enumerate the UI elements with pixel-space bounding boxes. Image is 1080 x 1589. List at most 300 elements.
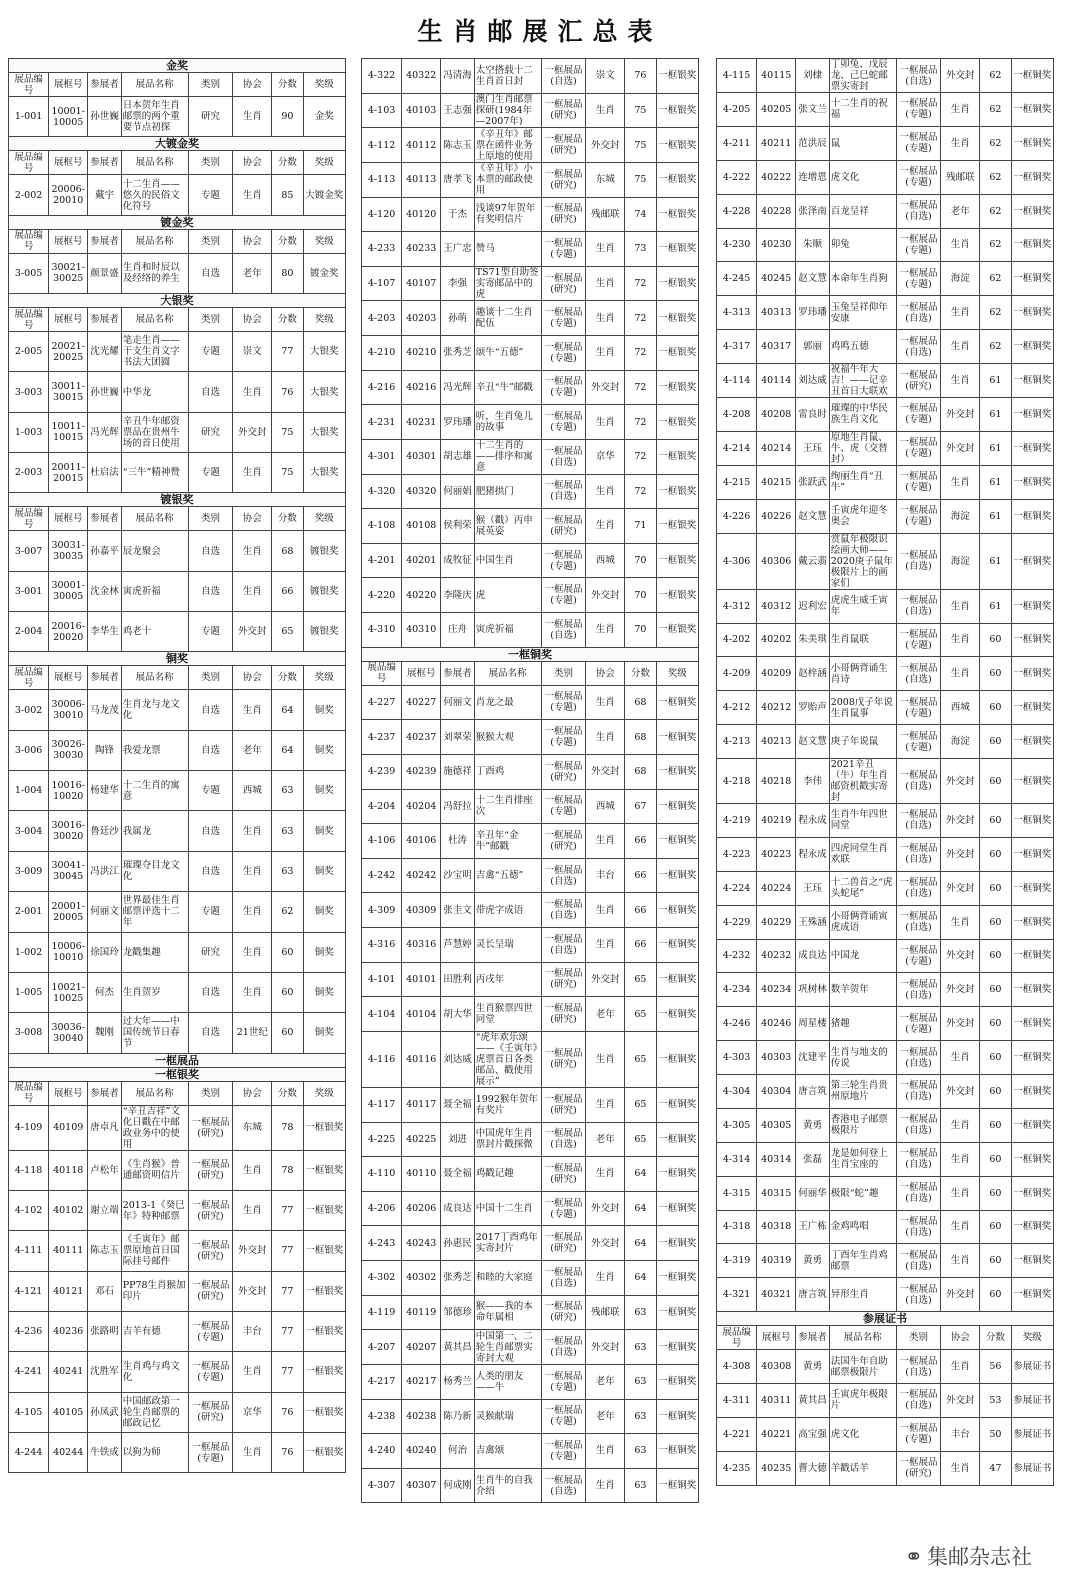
table-cell: 一框银奖 <box>656 93 698 128</box>
table-cell: 一框展品(自选) <box>541 928 586 963</box>
table-cell: 聂全福 <box>441 1087 474 1122</box>
table-cell: 40216 <box>402 370 441 405</box>
column-header: 奖级 <box>656 661 698 685</box>
column-header: 展品名称 <box>829 1326 896 1350</box>
table-cell: 50 <box>980 1417 1011 1451</box>
table-cell: 生肖 <box>586 336 625 371</box>
table-cell: 一框展品(专题) <box>896 431 941 465</box>
table-cell: 40205 <box>757 93 796 127</box>
table-cell: 一框银奖 <box>303 1231 345 1271</box>
table-cell: 生肖 <box>233 932 272 972</box>
table-cell: 生肖 <box>941 905 980 939</box>
table-row <box>9 811 346 851</box>
table-cell: 4-304 <box>717 1075 757 1109</box>
table-cell: 4-120 <box>362 197 402 232</box>
table-cell: 4-204 <box>362 789 402 824</box>
table-row <box>362 1434 699 1469</box>
table-cell: 65 <box>625 1087 656 1122</box>
table-cell: 一框展品(专题) <box>896 1417 941 1451</box>
table-cell: 中国邮政第一轮生肖邮票的邮政记忆 <box>121 1392 188 1432</box>
table-cell: 2-002 <box>9 175 49 215</box>
table-cell: 4-301 <box>362 439 402 474</box>
table-cell: 4-217 <box>362 1364 402 1399</box>
table-cell: 原地生肖鼠、牛、虎（交替封） <box>829 431 896 465</box>
table-cell: 张秀芝 <box>441 1261 474 1296</box>
table-cell: 4-207 <box>362 1330 402 1365</box>
table-cell: 一框展品(专题) <box>541 405 586 440</box>
table-cell: 30031-30035 <box>49 531 88 571</box>
table-cell: 4-246 <box>717 1007 757 1041</box>
table-cell: 何丽文 <box>88 892 121 932</box>
table-cell: 4-236 <box>9 1311 49 1351</box>
table-cell: 63 <box>272 771 303 811</box>
table-cell: 雷良时 <box>796 398 829 432</box>
table-cell: 72 <box>625 439 656 474</box>
table-cell: 76 <box>272 1432 303 1472</box>
table-cell: 4-213 <box>717 725 757 759</box>
table-cell: 2008戊子年说生肖鼠事 <box>829 691 896 725</box>
table-cell: 一框展品(自选) <box>541 439 586 474</box>
table-cell: 专题 <box>188 453 233 493</box>
table-cell: 一框银奖 <box>303 1105 345 1150</box>
table-cell: 63 <box>625 1468 656 1503</box>
table-row <box>717 589 1054 623</box>
table-cell: 60 <box>272 1013 303 1053</box>
table-cell: 72 <box>625 266 656 301</box>
table-header <box>9 666 346 690</box>
table-cell: 63 <box>625 1364 656 1399</box>
table-cell: 丁酉年生肖鸡邮票 <box>829 1244 896 1278</box>
table-cell: 邓石 <box>88 1271 121 1311</box>
table-cell: 一框铜奖 <box>656 1434 698 1469</box>
table-cell: 63 <box>272 811 303 851</box>
table-cell: 40223 <box>757 837 796 871</box>
table-cell: 大银奖 <box>303 372 345 412</box>
table-cell: 3-008 <box>9 1013 49 1053</box>
table-cell: 中国生肖 <box>474 543 541 578</box>
table-cell: 外交封 <box>941 939 980 973</box>
column-header: 奖级 <box>303 666 345 690</box>
table-row <box>362 754 699 789</box>
column-header: 展品编号 <box>9 229 49 253</box>
table-row <box>9 1013 346 1053</box>
table-cell: 冯光辉 <box>441 370 474 405</box>
table-cell: 我爱龙票 <box>121 730 188 770</box>
table-cell: 一框铜奖 <box>656 997 698 1032</box>
table-cell: 61 <box>980 533 1011 589</box>
table-cell: 一框展品(专题) <box>896 93 941 127</box>
table-cell: 60 <box>980 623 1011 657</box>
table-cell: 66 <box>625 893 656 928</box>
table-cell: 一框展品(研究) <box>896 364 941 398</box>
table-cell: 一框银奖 <box>303 1271 345 1311</box>
table-cell: 66 <box>272 571 303 611</box>
table-cell: 吉羊有德 <box>121 1311 188 1351</box>
table-cell: 外交封 <box>941 59 980 93</box>
section-label: 一框展品 <box>9 1053 346 1067</box>
table-cell: 30041-30045 <box>49 851 88 891</box>
table-cell: 外交封 <box>586 128 625 163</box>
table-cell: 沈光耀 <box>88 332 121 372</box>
column-header: 展框号 <box>49 1081 88 1105</box>
table-cell: 10021-10025 <box>49 972 88 1012</box>
table-cell: 4-303 <box>717 1041 757 1075</box>
table-cell: 吉禽“五德” <box>474 858 541 893</box>
table-cell: 自选 <box>188 253 233 293</box>
table-cell: 卯兔 <box>829 228 896 262</box>
column-header: 类别 <box>188 229 233 253</box>
award-table <box>716 58 1054 1486</box>
table-cell: 程永成 <box>796 837 829 871</box>
table-cell: 十二生肖的寓意 <box>121 771 188 811</box>
table-cell: 自选 <box>188 571 233 611</box>
column-header: 类别 <box>896 1326 941 1350</box>
table-cell: 崇文 <box>586 59 625 94</box>
column-header: 展框号 <box>757 1326 796 1350</box>
table-cell: 4-112 <box>362 128 402 163</box>
table-cell: 40321 <box>757 1278 796 1312</box>
table-cell: 一框银奖 <box>656 370 698 405</box>
column-header: 展品名称 <box>474 661 541 685</box>
table-row <box>9 453 346 493</box>
table-cell: 赞马 <box>474 232 541 267</box>
table-cell: 40312 <box>757 589 796 623</box>
table-cell: 4-203 <box>362 301 402 336</box>
table-cell: 76 <box>625 59 656 94</box>
column-2 <box>361 58 699 1503</box>
table-cell: 铜奖 <box>303 972 345 1012</box>
table-cell: 60 <box>980 1210 1011 1244</box>
table-cell: 72 <box>625 301 656 336</box>
table-cell: 40227 <box>402 685 441 720</box>
table-cell: 辛丑年“金牛”邮戳 <box>474 824 541 859</box>
column-header: 参展者 <box>88 308 121 332</box>
table-cell: 90 <box>272 97 303 137</box>
table-cell: 40103 <box>402 93 441 128</box>
table-cell: 40243 <box>402 1226 441 1261</box>
table-cell: 一框展品(研究) <box>188 1105 233 1150</box>
table-cell: 一框铜奖 <box>1011 194 1053 228</box>
table-cell: 66 <box>625 928 656 963</box>
table-row <box>717 725 1054 759</box>
table-cell: 67 <box>625 789 656 824</box>
table-cell: 极限“蛇”趣 <box>829 1176 896 1210</box>
table-cell: 生肖 <box>941 330 980 364</box>
table-cell: 十二生肖排座次 <box>474 789 541 824</box>
table-cell: 一框展品(自选) <box>896 1350 941 1384</box>
table-cell: 外交封 <box>941 1007 980 1041</box>
table-cell: 78 <box>272 1150 303 1190</box>
table-cell: 4-302 <box>362 1261 402 1296</box>
table-cell: 4-243 <box>362 1226 402 1261</box>
table-row <box>717 160 1054 194</box>
award-table <box>8 58 346 1473</box>
table-cell: 我属龙 <box>121 811 188 851</box>
table-cell: 一框铜奖 <box>1011 330 1053 364</box>
table-cell: 壬寅虎年极限片 <box>829 1384 896 1418</box>
table-cell: 一框铜奖 <box>656 1468 698 1503</box>
table-cell: 72 <box>625 336 656 371</box>
table-cell: 辰龙聚会 <box>121 531 188 571</box>
table-cell: 40230 <box>757 228 796 262</box>
table-cell: 张磊 <box>796 1142 829 1176</box>
table-cell: 刘达威 <box>441 1031 474 1087</box>
table-cell: 迟利宏 <box>796 589 829 623</box>
table-cell: 猴——我的本命年属相 <box>474 1295 541 1330</box>
table-cell: 浅谈97年贺年有奖明信片 <box>474 197 541 232</box>
table-cell: 一框展品(专题) <box>541 685 586 720</box>
table-cell: 60 <box>980 1176 1011 1210</box>
table-cell: 镀银奖 <box>303 571 345 611</box>
table-cell: 40240 <box>402 1434 441 1469</box>
table-cell: 一框展品(专题) <box>188 1311 233 1351</box>
table-cell: 40314 <box>757 1142 796 1176</box>
table-cell: 一框铜奖 <box>1011 1041 1053 1075</box>
table-cell: 4-240 <box>362 1434 402 1469</box>
table-cell: 62 <box>980 93 1011 127</box>
table-cell: 40210 <box>402 336 441 371</box>
table-header <box>9 507 346 531</box>
column-header: 展品名称 <box>121 229 188 253</box>
column-header: 奖级 <box>303 73 345 97</box>
table-cell: 黄其昌 <box>796 1384 829 1418</box>
table-cell: 74 <box>625 197 656 232</box>
table-cell: 40308 <box>757 1350 796 1384</box>
table-cell: 4-309 <box>362 893 402 928</box>
table-row <box>717 939 1054 973</box>
table-cell: 外交封 <box>586 1191 625 1226</box>
section-title <box>9 493 346 507</box>
table-cell: 2017丁酉鸡年实寄封片 <box>474 1226 541 1261</box>
table-cell: 4-210 <box>362 336 402 371</box>
table-cell: 62 <box>980 262 1011 296</box>
column-header: 协会 <box>233 308 272 332</box>
table-cell: 40306 <box>757 533 796 589</box>
table-cell: 64 <box>625 1157 656 1192</box>
table-cell: 黄勇 <box>796 1244 829 1278</box>
table-cell: 一框展品(研究) <box>541 93 586 128</box>
table-cell: 外交封 <box>233 1271 272 1311</box>
table-cell: 4-244 <box>9 1432 49 1472</box>
table-cell: 4-230 <box>717 228 757 262</box>
table-cell: 一框展品(专题) <box>541 1364 586 1399</box>
table-row <box>9 372 346 412</box>
table-cell: 2-004 <box>9 612 49 652</box>
table-cell: 4-118 <box>9 1150 49 1190</box>
section-title <box>362 647 699 661</box>
table-cell: 徐国玲 <box>88 932 121 972</box>
table-cell: 人类的朋友——牛 <box>474 1364 541 1399</box>
table-cell: 赵文慧 <box>796 499 829 533</box>
table-cell: 80 <box>272 253 303 293</box>
table-header <box>717 1326 1054 1350</box>
column-header: 奖级 <box>303 507 345 531</box>
table-cell: 4-232 <box>717 939 757 973</box>
table-row <box>9 175 346 215</box>
table-cell: 40241 <box>49 1352 88 1392</box>
table-cell: 一框展品(自选) <box>896 905 941 939</box>
table-cell: 世界最佳生肖邮票评选十二年 <box>121 892 188 932</box>
column-header: 分数 <box>272 666 303 690</box>
table-cell: 外交封 <box>941 1075 980 1109</box>
table-cell: 一框银奖 <box>656 474 698 509</box>
table-row <box>9 1150 346 1190</box>
table-cell: 曹大德 <box>796 1451 829 1485</box>
table-cell: 十二生肖——悠久的民俗文化符号 <box>121 175 188 215</box>
table-row <box>717 1210 1054 1244</box>
table-cell: 一框展品(专题) <box>896 1007 941 1041</box>
column-header: 参展者 <box>88 507 121 531</box>
column-header: 展品名称 <box>121 507 188 531</box>
table-cell: 一框铜奖 <box>1011 804 1053 838</box>
table-cell: 唐言筑 <box>796 1075 829 1109</box>
table-cell: 中国龙 <box>829 939 896 973</box>
table-cell: 47 <box>980 1451 1011 1485</box>
table-cell: 生肖 <box>586 405 625 440</box>
table-cell: 一框展品(专题) <box>541 789 586 824</box>
table-cell: 生肖 <box>233 1190 272 1230</box>
table-cell: 40119 <box>402 1295 441 1330</box>
table-cell: 李伟 <box>796 759 829 804</box>
table-cell: 生肖 <box>233 571 272 611</box>
table-cell: 40207 <box>402 1330 441 1365</box>
table-cell: 何丽娟 <box>441 474 474 509</box>
table-row <box>9 1231 346 1271</box>
table-row <box>717 194 1054 228</box>
table-cell: 一框铜奖 <box>656 685 698 720</box>
table-cell: 4-315 <box>717 1176 757 1210</box>
table-cell: 何杰 <box>88 972 121 1012</box>
table-cell: 40234 <box>757 973 796 1007</box>
table-cell: 一框银奖 <box>656 578 698 613</box>
table-header <box>9 151 346 175</box>
table-cell: 64 <box>625 1191 656 1226</box>
table-cell: 10001-10005 <box>49 97 88 137</box>
table-cell: 一框展品(自选) <box>896 1176 941 1210</box>
table-cell: 成良达 <box>796 939 829 973</box>
table-cell: 40226 <box>757 499 796 533</box>
table-cell: 生肖 <box>941 296 980 330</box>
table-cell: 一框银奖 <box>656 128 698 163</box>
table-cell: 生肖 <box>941 465 980 499</box>
table-cell: 参展证书 <box>1011 1350 1053 1384</box>
table-row <box>362 1468 699 1503</box>
table-cell: 生肖 <box>233 1150 272 1190</box>
table-cell: 4-322 <box>362 59 402 94</box>
table-cell: 赵文慧 <box>796 262 829 296</box>
table-row <box>362 1330 699 1365</box>
table-cell: 65 <box>272 612 303 652</box>
table-cell: 1-004 <box>9 771 49 811</box>
table-cell: 海淀 <box>941 725 980 759</box>
table-cell: 生肖 <box>233 97 272 137</box>
table-cell: 本命年生肖狗 <box>829 262 896 296</box>
table-cell: 4-114 <box>717 364 757 398</box>
table-row <box>9 1105 346 1150</box>
table-cell: 一框展品(自选) <box>541 1330 586 1365</box>
table-cell: 生肖 <box>233 1432 272 1472</box>
column-header: 展框号 <box>402 661 441 685</box>
section-label: 铜奖 <box>9 652 346 666</box>
table-cell: 十二生肖的——排序和寓意 <box>474 439 541 474</box>
table-cell: 75 <box>625 162 656 197</box>
table-cell: 听，生肖兔儿的故事 <box>474 405 541 440</box>
table-cell: 过大年——中国传统节日春节 <box>121 1013 188 1053</box>
table-cell: 胡大华 <box>441 997 474 1032</box>
table-cell: 一框展品(专题) <box>188 1432 233 1472</box>
column-header: 展品名称 <box>121 666 188 690</box>
table-cell: 丙戌年 <box>474 962 541 997</box>
table-cell: 61 <box>980 465 1011 499</box>
table-cell: 56 <box>980 1350 1011 1384</box>
table-cell: 2-003 <box>9 453 49 493</box>
table-cell: 3-001 <box>9 571 49 611</box>
table-cell: 40242 <box>402 858 441 893</box>
table-cell: 孙惠民 <box>441 1226 474 1261</box>
table-cell: 猪趣 <box>829 1007 896 1041</box>
table-cell: 一框展品(自选) <box>896 1075 941 1109</box>
table-row <box>9 253 346 293</box>
table-row <box>362 474 699 509</box>
table-cell: 4-218 <box>717 759 757 804</box>
table-cell: 4-117 <box>362 1087 402 1122</box>
column-header: 展框号 <box>49 229 88 253</box>
table-cell: 罗玮璠 <box>796 296 829 330</box>
table-cell: 一框铜奖 <box>1011 623 1053 657</box>
table-cell: 生肖 <box>586 1087 625 1122</box>
table-cell: 30021-30025 <box>49 253 88 293</box>
table-cell: 庄舟 <box>441 613 474 648</box>
table-cell: 《壬寅年》邮票原地首日国际挂号邮件 <box>121 1231 188 1271</box>
table-row <box>362 928 699 963</box>
table-row <box>9 690 346 730</box>
table-cell: 40225 <box>402 1122 441 1157</box>
table-cell: 40214 <box>757 431 796 465</box>
table-cell: 一框银奖 <box>656 613 698 648</box>
table-cell: 4-209 <box>717 657 757 691</box>
table-cell: 64 <box>272 730 303 770</box>
section-label: 镀金奖 <box>9 215 346 229</box>
table-cell: 72 <box>625 370 656 405</box>
table-cell: 2021辛丑（牛）年生肖邮资机戳实寄封 <box>829 759 896 804</box>
table-cell: 聂全福 <box>441 1157 474 1192</box>
table-cell: 生肖牛的自我介绍 <box>474 1468 541 1503</box>
table-cell: 61 <box>980 589 1011 623</box>
table-cell: 60 <box>980 939 1011 973</box>
table-row <box>362 1399 699 1434</box>
table-cell: 40246 <box>757 1007 796 1041</box>
table-cell: 肥猪拱门 <box>474 474 541 509</box>
table-cell: 40229 <box>757 905 796 939</box>
table-cell: 40320 <box>402 474 441 509</box>
table-cell: 75 <box>625 93 656 128</box>
table-cell: 40303 <box>757 1041 796 1075</box>
table-cell: 40112 <box>402 128 441 163</box>
table-cell: 外交封 <box>586 962 625 997</box>
table-cell: 一框铜奖 <box>656 1031 698 1087</box>
column-header: 展品名称 <box>121 1081 188 1105</box>
table-cell: 铜奖 <box>303 892 345 932</box>
table-cell: 海淀 <box>941 262 980 296</box>
table-cell: 生肖 <box>586 232 625 267</box>
section-label: 一框铜奖 <box>362 647 699 661</box>
table-cell: 60 <box>980 1278 1011 1312</box>
table-cell: 40313 <box>757 296 796 330</box>
table-cell: 4-317 <box>717 330 757 364</box>
table-cell: 一框展品(自选) <box>541 893 586 928</box>
table-cell: 60 <box>980 1041 1011 1075</box>
table-cell: 王珏 <box>796 871 829 905</box>
